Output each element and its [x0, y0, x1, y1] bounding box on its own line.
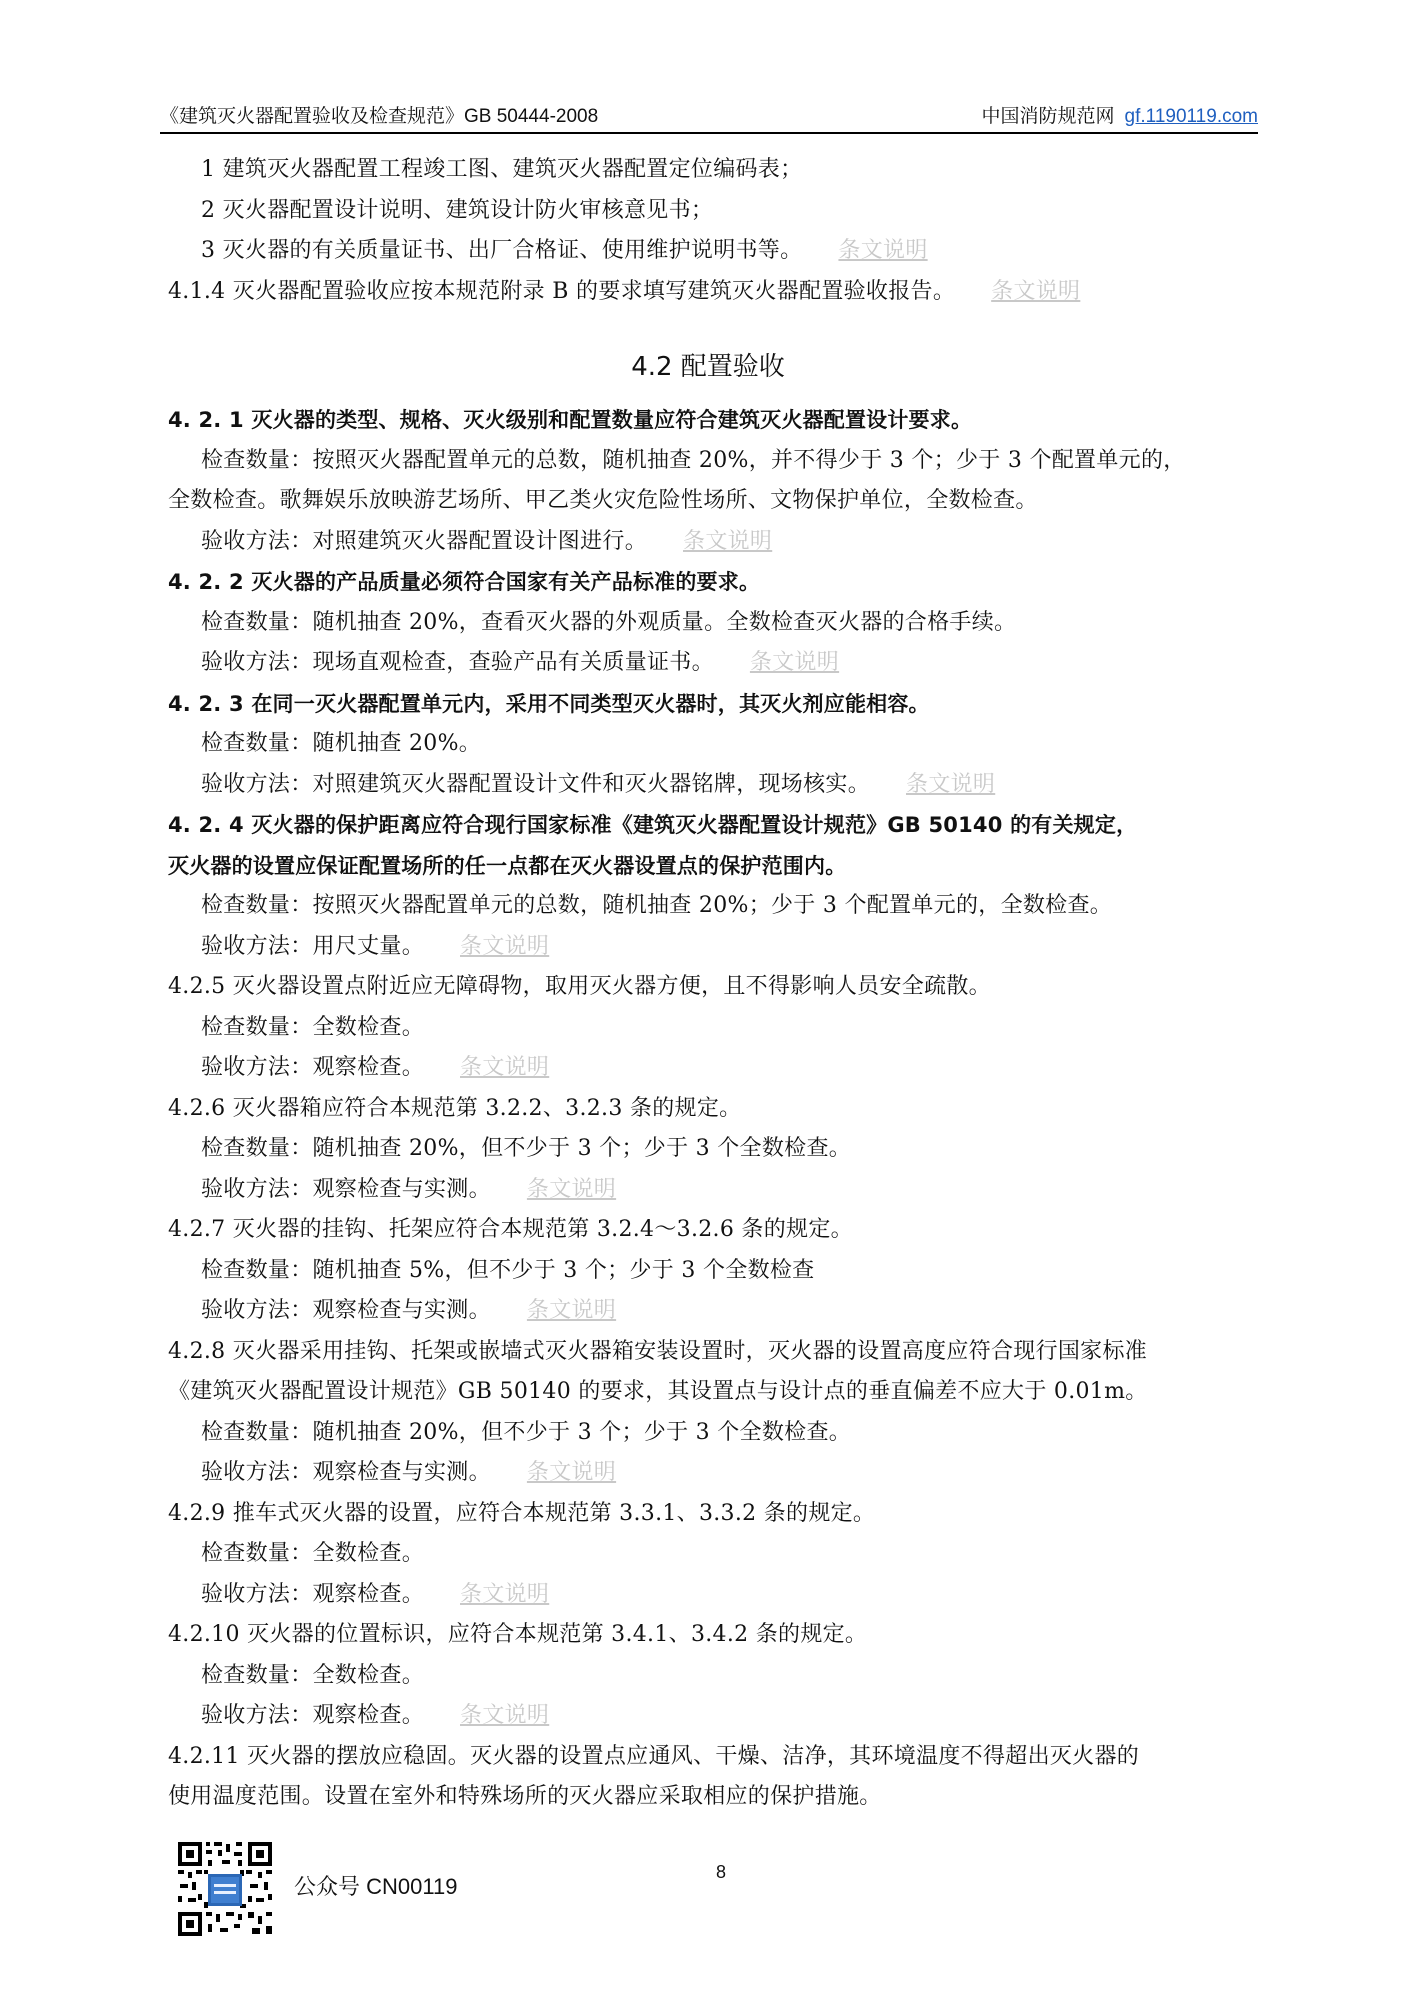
method-text: 验收方法：对照建筑灭火器配置设计文件和灭火器铭牌，现场核实。	[201, 771, 871, 797]
list-item-number: 2	[201, 197, 216, 223]
qr-code-icon[interactable]	[176, 1840, 274, 1938]
clause-number: 4.2.8	[168, 1338, 226, 1364]
method-text: 验收方法：观察检查。	[201, 1055, 425, 1080]
page-number: 8	[716, 1862, 727, 1882]
site-attribution	[982, 104, 1258, 132]
clause-number: 4.1.4	[168, 278, 226, 304]
clause-number: 4. 2. 3	[168, 691, 244, 716]
document-title: 《建筑灭火器配置验收及检查规范》GB 50444-2008	[160, 106, 599, 127]
clause-4-2-6	[168, 1089, 1258, 1130]
clause-4-2-7	[168, 1210, 1258, 1251]
clause-text: 灭火器的位置标识，应符合本规范第 3.4.1、3.4.2 条的规定。	[247, 1622, 868, 1647]
clause-number: 4.2.9	[168, 1500, 226, 1526]
clause-explanation-link[interactable]: 条文说明	[460, 1055, 550, 1080]
clause-explanation-link[interactable]: 条文说明	[460, 1703, 550, 1728]
site-link[interactable]: gf.1190119.com	[1124, 106, 1258, 127]
list-item-text: 建筑灭火器配置工程竣工图、建筑灭火器配置定位编码表；	[222, 157, 803, 182]
clause-text: 灭火器设置点附近应无障碍物，取用灭火器方便，且不得影响人员安全疏散。	[232, 974, 991, 999]
page-header	[160, 100, 1258, 134]
clause-text: 灭火器箱应符合本规范第 3.2.2、3.2.3 条的规定。	[232, 1095, 742, 1121]
clause-text: 灭火器采用挂钩、托架或嵌墙式灭火器箱安装设置时，灭火器的设置高度应符合现行国家标准	[232, 1338, 1148, 1364]
clause-text: 灭火器的产品质量必须符合国家有关产品标准的要求。	[251, 570, 761, 594]
clause-4-2-8	[168, 1332, 1258, 1373]
list-item	[168, 150, 1258, 191]
check-quantity: 检查数量：随机抽查 5%，但不少于 3 个；少于 3 个全数检查	[201, 1257, 815, 1283]
clause-text: 推车式灭火器的设置，应符合本规范第 3.3.1、3.3.2 条的规定。	[232, 1500, 876, 1526]
acceptance-method	[168, 1170, 1258, 1211]
acceptance-method	[168, 927, 1258, 968]
acceptance-method	[168, 765, 1258, 806]
list-item-text: 灭火器配置设计说明、建筑设计防火审核意见书；	[222, 197, 714, 223]
clause-text-continued: 灭火器的设置应保证配置场所的任一点都在灭火器设置点的保护范围内。	[168, 853, 847, 878]
clause-explanation-link[interactable]: 条文说明	[683, 528, 773, 554]
clause-4-2-4	[168, 805, 1258, 846]
clause-explanation-link[interactable]: 条文说明	[526, 1176, 617, 1202]
clause-number: 4. 2. 1	[168, 408, 244, 432]
clause-4-2-3	[168, 684, 1258, 725]
acceptance-method	[168, 1453, 1258, 1494]
clause-4-2-2	[168, 562, 1258, 603]
clause-text: 在同一灭火器配置单元内，采用不同类型灭火器时，其灭火剂应能相容。	[251, 691, 930, 716]
clause-text: 灭火器的摆放应稳固。灭火器的设置点应通风、干燥、洁净，其环境温度不得超出灭火器的	[247, 1743, 1140, 1769]
clause-number: 4. 2. 4	[168, 813, 244, 837]
list-item-number: 1	[201, 157, 216, 182]
method-text: 验收方法：现场直观检查，查验产品有关质量证书。	[201, 650, 714, 675]
clause-4-2-1	[168, 400, 1258, 441]
clause-4-2-5	[168, 967, 1258, 1008]
list-item-number: 3	[201, 238, 216, 263]
acceptance-method	[168, 643, 1258, 684]
clause-explanation-link[interactable]: 条文说明	[749, 650, 840, 675]
clause-text: 灭火器的挂钩、托架应符合本规范第 3.2.4～3.2.6 条的规定。	[232, 1217, 853, 1242]
method-text: 验收方法：观察检查与实测。	[201, 1176, 491, 1202]
clause-4-1-4	[168, 272, 1258, 313]
clause-4-2-9	[168, 1494, 1258, 1535]
acceptance-method	[168, 1048, 1258, 1089]
list-item-text: 灭火器的有关质量证书、出厂合格证、使用维护说明书等。	[222, 238, 803, 263]
clause-number: 4.2.7	[168, 1217, 226, 1242]
clause-explanation-link[interactable]: 条文说明	[526, 1298, 617, 1323]
clause-explanation-link[interactable]: 条文说明	[838, 238, 928, 263]
method-text: 验收方法：用尺丈量。	[201, 933, 425, 959]
clause-text: 灭火器的保护距离应符合现行国家标准《建筑灭火器配置设计规范》GB 50140 的有关规定，	[251, 813, 1138, 837]
clause-4-2-10	[168, 1615, 1258, 1656]
clause-number: 4. 2. 2	[168, 570, 244, 594]
acceptance-method	[168, 1291, 1258, 1332]
section-title: 4.2 配置验收	[631, 352, 785, 382]
list-item	[168, 231, 1258, 272]
method-text: 验收方法：观察检查与实测。	[201, 1298, 491, 1323]
clause-text: 灭火器的类型、规格、灭火级别和配置数量应符合建筑灭火器配置设计要求。	[251, 408, 973, 432]
check-quantity: 检查数量：按照灭火器配置单元的总数，随机抽查 20%；少于 3 个配置单元的，全数检查。	[201, 893, 1113, 918]
clause-explanation-link[interactable]: 条文说明	[460, 933, 550, 959]
acceptance-method	[168, 522, 1258, 563]
check-quantity: 检查数量：全数检查。	[201, 1662, 425, 1688]
clause-4-2-11	[168, 1737, 1258, 1778]
method-text: 验收方法：观察检查。	[201, 1581, 425, 1607]
acceptance-method	[168, 1575, 1258, 1616]
wechat-account-label: 公众号 CN00119	[294, 1874, 458, 1899]
check-quantity: 检查数量：随机抽查 20%，但不少于 3 个；少于 3 个全数检查。	[201, 1136, 852, 1161]
clause-number: 4.2.11	[168, 1743, 240, 1769]
clause-text: 灭火器配置验收应按本规范附录 B 的要求填写建筑灭火器配置验收报告。	[232, 278, 956, 304]
clause-text-continued: 使用温度范围。设置在室外和特殊场所的灭火器应采取相应的保护措施。	[168, 1784, 882, 1809]
check-quantity: 检查数量：全数检查。	[201, 1014, 425, 1040]
check-quantity: 检查数量：按照灭火器配置单元的总数，随机抽查 20%，并不得少于 3 个；少于 3 个配置单元的，	[201, 447, 1186, 473]
clause-explanation-link[interactable]: 条文说明	[906, 771, 996, 797]
clause-explanation-link[interactable]: 条文说明	[526, 1460, 617, 1485]
clause-explanation-link[interactable]: 条文说明	[991, 278, 1081, 304]
check-quantity: 检查数量：随机抽查 20%，但不少于 3 个；少于 3 个全数检查。	[201, 1419, 852, 1445]
document-body	[168, 150, 1258, 1818]
clause-text-continued: 《建筑灭火器配置设计规范》GB 50140 的要求，其设置点与设计点的垂直偏差不应大于 0.01m。	[168, 1379, 1148, 1404]
check-quantity-continued: 全数检查。歌舞娱乐放映游艺场所、甲乙类火灾危险性场所、文物保护单位，全数检查。	[168, 488, 1038, 513]
acceptance-method	[168, 1696, 1258, 1737]
method-text: 验收方法：观察检查与实测。	[201, 1460, 491, 1485]
method-text: 验收方法：对照建筑灭火器配置设计图进行。	[201, 528, 648, 554]
clause-explanation-link[interactable]: 条文说明	[460, 1581, 550, 1607]
clause-number: 4.2.5	[168, 974, 226, 999]
check-quantity: 检查数量：随机抽查 20%。	[201, 731, 482, 756]
clause-number: 4.2.6	[168, 1095, 226, 1121]
check-quantity: 检查数量：随机抽查 20%，查看灭火器的外观质量。全数检查灭火器的合格手续。	[201, 609, 1017, 635]
clause-number: 4.2.10	[168, 1622, 240, 1647]
page-footer	[176, 1840, 776, 1950]
check-quantity: 检查数量：全数检查。	[201, 1541, 425, 1566]
site-name: 中国消防规范网	[981, 106, 1115, 127]
method-text: 验收方法：观察检查。	[201, 1703, 425, 1728]
list-item	[168, 191, 1258, 232]
